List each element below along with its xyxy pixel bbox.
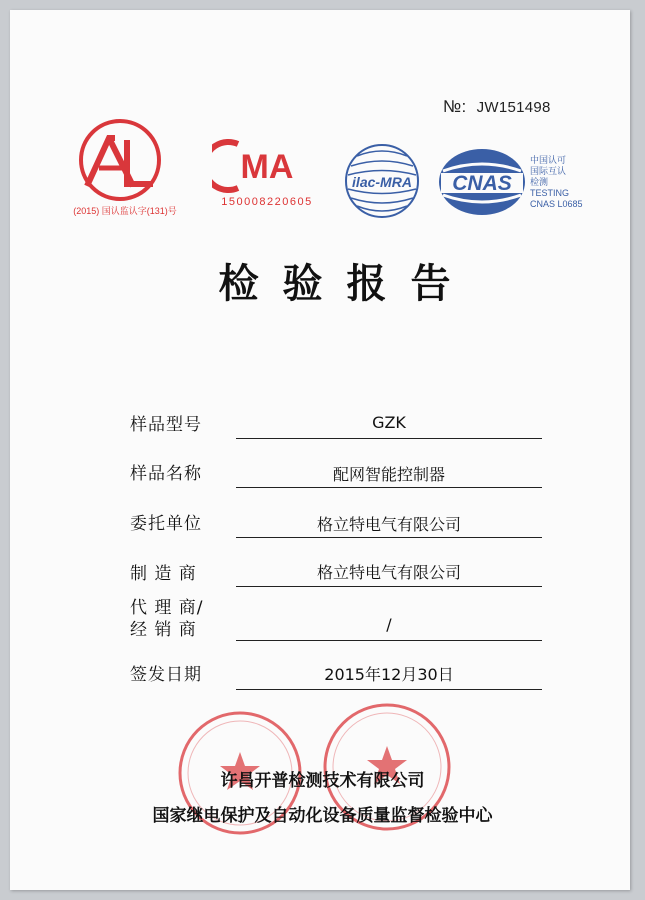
cma-logo (212, 138, 322, 208)
field-underline (236, 586, 542, 587)
field-value-agent: / (386, 615, 392, 634)
ilac-label: ilac-MRA (352, 174, 412, 190)
cnas-line: 检测 (530, 177, 549, 187)
field-value-manufacturer: 格立特电气有限公司 (316, 563, 461, 582)
organization-name-2: 国家继电保护及自动化设备质量监督检验中心 (152, 806, 493, 826)
field-underline (236, 438, 542, 439)
cnas-line: CNAS L0685 (530, 199, 583, 209)
field-value-issue-date: 2015年12月30日 (324, 665, 454, 684)
cal-caption: (2015) 国认监认字(131)号 (73, 206, 177, 216)
cnas-globe-icon (437, 147, 527, 217)
field-label-issue-date: 签发日期 (130, 665, 202, 685)
report-number (443, 97, 551, 117)
field-value-sample-model: GZK (372, 413, 406, 432)
cnas-label: CNAS (452, 172, 512, 195)
ilac-globe-icon (343, 142, 421, 220)
cnas-logo (437, 147, 527, 217)
report-number-value: JW151498 (476, 99, 551, 116)
field-value-sample-name: 配网智能控制器 (332, 465, 445, 484)
organization-name-1: 许昌开普检测技术有限公司 (220, 771, 425, 791)
cma-mark-icon (212, 138, 322, 194)
cnas-line: 国际互认 (530, 166, 567, 176)
field-underline (236, 640, 542, 641)
cal-logo (65, 118, 175, 218)
field-label-agent: 代 理 商/ (130, 598, 204, 618)
cma-caption: 150008220605 (221, 196, 313, 208)
cnas-line: TESTING (530, 188, 570, 198)
cal-seal-icon (65, 118, 175, 208)
cnas-text (530, 155, 583, 210)
ilac-mra-logo (343, 142, 421, 220)
field-label-distributor: 经 销 商 (130, 620, 197, 640)
report-number-prefix: №: (443, 97, 467, 116)
report-title: 检验报告 (218, 261, 475, 307)
field-label-manufacturer: 制 造 商 (130, 564, 197, 584)
field-underline (236, 689, 542, 690)
field-label-sample-model: 样品型号 (130, 415, 202, 435)
field-label-sample-name: 样品名称 (130, 464, 202, 484)
field-value-client: 格立特电气有限公司 (316, 515, 461, 534)
svg-text:MA: MA (240, 148, 294, 186)
field-underline (236, 537, 542, 538)
field-label-client: 委托单位 (130, 514, 202, 534)
cnas-line: 中国认可 (530, 155, 567, 165)
field-underline (236, 487, 542, 488)
